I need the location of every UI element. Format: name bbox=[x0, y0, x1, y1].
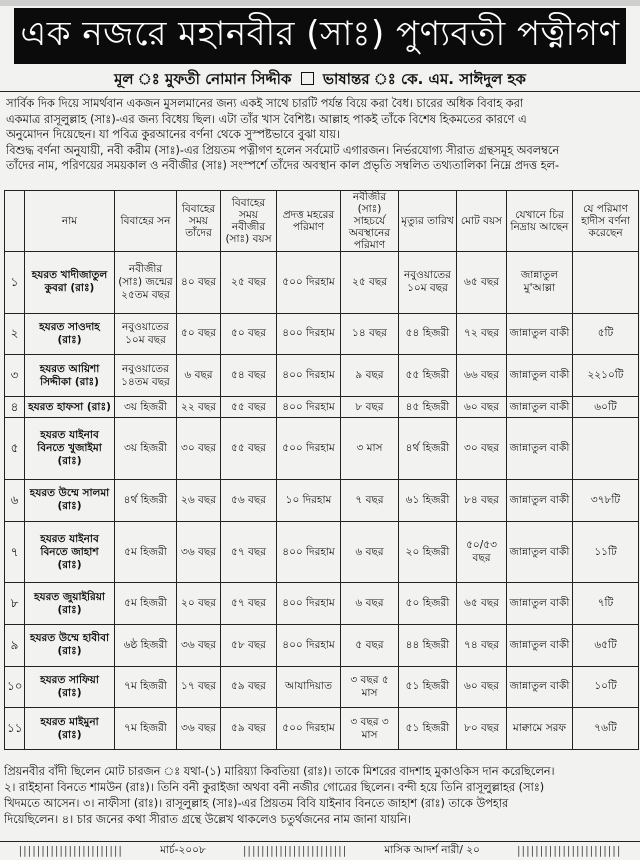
cell-companionship: ৭ বছর bbox=[341, 480, 399, 522]
cell-hadith-count bbox=[573, 252, 639, 314]
cell-name: হযরত মাইমুনা (রাঃ) bbox=[25, 708, 115, 750]
header-serial bbox=[5, 191, 25, 252]
cell-hadith-count: ৩৭৮টি bbox=[573, 480, 639, 522]
cell-hadith-count: ৭৬টি bbox=[573, 708, 639, 750]
table-row bbox=[5, 708, 639, 750]
cell-companionship: ৩ বছর ৫ মাস bbox=[341, 666, 399, 708]
cell-hadith-count: ৬৫টি bbox=[573, 625, 639, 667]
cell-death-date: ৫৫ হিজরী bbox=[399, 355, 457, 397]
author-credit: মূল ঃ মুফতী নোমান সিদ্দীক bbox=[114, 70, 292, 88]
table-row bbox=[5, 521, 639, 583]
cell-serial: ৯ bbox=[5, 625, 25, 667]
footnote-line: খিদমতে আসেন। ৩। নাফীসা (রাঃ)। রাসূলুল্লাহ (সাঃ)-এর প্রিয়তম বিবি যাইনাব বিনতে জাহাশ (রাঃ) তাকে উপহার bbox=[4, 797, 509, 810]
cell-death-date: ৫১ হিজরী bbox=[399, 708, 457, 750]
cell-total-age: ৫০/৫৩ বছর bbox=[457, 521, 507, 583]
footer-rule: ||||||||||||||||||||||| bbox=[18, 845, 123, 857]
cell-companionship: ৯ বছর bbox=[341, 355, 399, 397]
table-row bbox=[5, 418, 639, 480]
cell-hadith-count: ৫টি bbox=[573, 313, 639, 355]
header-name: নাম bbox=[25, 191, 115, 252]
cell-resting-place: জান্নাতুল বাকী bbox=[507, 480, 573, 522]
cell-resting-place: জান্নাতুল বাকী bbox=[507, 418, 573, 480]
cell-prophet-age: ৫০ বছর bbox=[221, 313, 277, 355]
cell-hadith-count: ১১টি bbox=[573, 521, 639, 583]
cell-prophet-age: ৫৭ বছর bbox=[221, 521, 277, 583]
cell-total-age: ৬০ বছর bbox=[457, 396, 507, 418]
cell-companionship: ২৫ বছর bbox=[341, 252, 399, 314]
footnote-line: দিয়েছিলেন। ৪। চার জনের কথা সীরাত গ্রন্থে উল্লেখ থাকলেও চতুর্থজনের নাম জানা যায়নি। bbox=[4, 813, 411, 826]
cell-marriage-year: ৪র্থ হিজরী bbox=[115, 480, 177, 522]
cell-name: হযরত জুয়াইরিয়া (রাঃ) bbox=[25, 583, 115, 625]
cell-marriage-year: ৬ষ্ঠ হিজরী bbox=[115, 625, 177, 667]
magazine-name: মাসিক আদর্শ নারী/ ২০ bbox=[384, 843, 480, 856]
cell-resting-place: জান্নাতুল বাকী bbox=[507, 625, 573, 667]
table-row bbox=[5, 252, 639, 314]
separator-square-icon bbox=[301, 72, 314, 85]
cell-mahr: ৫০০ দিরহাম bbox=[277, 708, 341, 750]
table-row bbox=[5, 396, 639, 418]
cell-resting-place: জান্নাতুল বাকী bbox=[507, 313, 573, 355]
cell-resting-place: জান্নাতুল বাকী bbox=[507, 355, 573, 397]
cell-mahr: ১০ দিরহাম bbox=[277, 480, 341, 522]
cell-marriage-year: ৭ম হিজরী bbox=[115, 708, 177, 750]
cell-marriage-year: ৫ম হিজরী bbox=[115, 521, 177, 583]
cell-companionship: ৬ বছর bbox=[341, 583, 399, 625]
header-companionship: নবীজীর (সাঃ) সাহচর্যে অবস্থানের পরিমাণ bbox=[341, 191, 399, 252]
table-header-row bbox=[5, 191, 639, 252]
cell-name: হযরত উম্মে সালমা (রাঃ) bbox=[25, 480, 115, 522]
cell-companionship: ৩ বছর ৩ মাস bbox=[341, 708, 399, 750]
cell-mahr: ৪০০ দিরহাম bbox=[277, 313, 341, 355]
cell-her-age: ৩৬ বছর bbox=[177, 521, 221, 583]
cell-mahr: ৪০০ দিরহাম bbox=[277, 583, 341, 625]
cell-her-age: ৬ বছর bbox=[177, 355, 221, 397]
cell-resting-place: জান্নাতুল বাকী bbox=[507, 583, 573, 625]
page-footer bbox=[0, 841, 640, 860]
table-row bbox=[5, 583, 639, 625]
cell-hadith-count: ৭টি bbox=[573, 583, 639, 625]
cell-serial: ২ bbox=[5, 313, 25, 355]
page-title: এক নজরে মহানবীর (সাঃ) পুণ্যবতী পত্নীগণ bbox=[14, 8, 626, 64]
footer-rule: ||||||||||||||||||||||| bbox=[242, 845, 348, 857]
cell-death-date: ৬১ হিজরী bbox=[399, 480, 457, 522]
intro-line: একমাত্র রাসূলুল্লাহ (সাঃ)-এর জন্য বিধেয় ছিল। এটা তাঁর খাস বৈশিষ্ট। আল্লাহ পাকই তাঁকে বিশেষ হিকমতের কারণে এ bbox=[6, 112, 527, 126]
intro-line: অনুমোদন দিয়েছেন। যা পবিত্র কুরআনের বর্ণনা থেকে সুস্পষ্টভাবে বুঝা যায়। bbox=[6, 128, 340, 141]
cell-her-age: ১৭ বছর bbox=[177, 666, 221, 708]
cell-name: হযরত যাইনাব বিনতে জাহাশ (রাঃ) bbox=[25, 521, 115, 583]
cell-marriage-year: ৭ম হিজরী bbox=[115, 666, 177, 708]
cell-marriage-year: ৫ম হিজরী bbox=[115, 583, 177, 625]
cell-marriage-year: ৩য় হিজরী bbox=[115, 396, 177, 418]
cell-resting-place: জান্নাতুল মু'আল্লা bbox=[507, 252, 573, 314]
cell-total-age: ৬৬ বছর bbox=[457, 355, 507, 397]
footnote bbox=[4, 764, 638, 828]
table-row bbox=[5, 480, 639, 522]
cell-total-age: ৬৫ বছর bbox=[457, 252, 507, 314]
cell-serial: ৫ bbox=[5, 418, 25, 480]
cell-marriage-year: নবীজীর (সাঃ) জন্মের ২৫তম বছর bbox=[115, 252, 177, 314]
cell-prophet-age: ৫৯ বছর bbox=[221, 666, 277, 708]
cell-resting-place: মাক্বামে সরফ bbox=[507, 708, 573, 750]
top-strip bbox=[0, 0, 640, 6]
header-resting-place: যেখানে চির নিদ্রায় আছেন bbox=[507, 191, 573, 252]
table-row bbox=[5, 355, 639, 397]
cell-prophet-age: ৫৯ বছর bbox=[221, 708, 277, 750]
cell-name: হযরত সাফিয়া (রাঃ) bbox=[25, 666, 115, 708]
byline bbox=[0, 68, 640, 93]
cell-serial: ৩ bbox=[5, 355, 25, 397]
cell-serial: ৭ bbox=[5, 521, 25, 583]
cell-mahr: ৪০০ দিরহাম bbox=[277, 396, 341, 418]
cell-death-date: ৪র্থ হিজরী bbox=[399, 418, 457, 480]
header-prophet-age: বিবাহের সময় নবীজীর (সাঃ) বয়স bbox=[221, 191, 277, 252]
cell-companionship: ৫ বছর bbox=[341, 625, 399, 667]
cell-resting-place: জান্নাতুল বাকী bbox=[507, 396, 573, 418]
cell-companionship: ১৪ বছর bbox=[341, 313, 399, 355]
cell-prophet-age: ৫৫ বছর bbox=[221, 396, 277, 418]
cell-hadith-count: ১০টি bbox=[573, 666, 639, 708]
cell-her-age: ৩০ বছর bbox=[177, 418, 221, 480]
cell-resting-place: জান্নাতুল বাকী bbox=[507, 666, 573, 708]
cell-name: হযরত খাদীজাতুল কুবরা (রাঃ) bbox=[25, 252, 115, 314]
intro-line: তাঁদের নাম, পরিণয়ের সময়কাল ও নবীজীর (সাঃ) সংস্পর্শে তাঁদের অবস্থান কাল প্রভৃতি সম্বলিত তথ্যতালিকা নিম্নে প্রদত্ত হল- bbox=[6, 159, 560, 172]
cell-her-age: ২০ বছর bbox=[177, 583, 221, 625]
cell-name: হযরত হাফসা (রাঃ) bbox=[25, 396, 115, 418]
table-row bbox=[5, 625, 639, 667]
footer-rule: ||||||||||||||||||||||| bbox=[517, 845, 622, 857]
cell-serial: ১১ bbox=[5, 708, 25, 750]
header-mahr: প্রদত্ত মহরের পরিমাণ bbox=[277, 191, 341, 252]
wives-table bbox=[4, 190, 639, 750]
cell-name: হযরত উম্মে হাবীবা (রাঃ) bbox=[25, 625, 115, 667]
cell-serial: ১ bbox=[5, 252, 25, 314]
cell-death-date: ৫১ হিজরী bbox=[399, 666, 457, 708]
footnote-line: ২। রাইহানা বিনতে শামউন (রাঃ)। তিনি বনী কুরাইজা অথবা বনী নজীর গোত্রের ছিলেন। বন্দী হয়ে তিনি রাসূলুল্লাহর (সাঃ) bbox=[4, 781, 545, 794]
cell-prophet-age: ৫৮ বছর bbox=[221, 625, 277, 667]
cell-name: হযরত আয়িশা সিদ্দীকা (রাঃ) bbox=[25, 355, 115, 397]
header-death-date: মৃত্যুর তারিখ bbox=[399, 191, 457, 252]
cell-her-age: ৩৬ বছর bbox=[177, 708, 221, 750]
header-her-age: বিবাহের সময় তাঁদের bbox=[177, 191, 221, 252]
cell-prophet-age: ৫৪ বছর bbox=[221, 355, 277, 397]
cell-her-age: ২২ বছর bbox=[177, 396, 221, 418]
cell-name: হযরত সাওদাহ (রাঃ) bbox=[25, 313, 115, 355]
cell-marriage-year: নবুওয়াতের ১৪তম বছর bbox=[115, 355, 177, 397]
header-marriage-year: বিবাহের সন bbox=[115, 191, 177, 252]
issue-date: মার্চ-২০০৮ bbox=[160, 843, 206, 856]
cell-death-date: ২০ হিজরী bbox=[399, 521, 457, 583]
intro-paragraph bbox=[6, 96, 638, 174]
cell-prophet-age: ২৫ বছর bbox=[221, 252, 277, 314]
cell-serial: ৬ bbox=[5, 480, 25, 522]
cell-companionship: ৮ বছর bbox=[341, 396, 399, 418]
translator-credit: ভাষান্তর ঃ কে. এম. সাঈদুল হক bbox=[322, 70, 526, 88]
cell-mahr: ৪০০ দিরহাম bbox=[277, 625, 341, 667]
cell-total-age: ৩০ বছর bbox=[457, 418, 507, 480]
cell-mahr: ৪০০ দিরহাম bbox=[277, 355, 341, 397]
cell-prophet-age: ৫৭ বছর bbox=[221, 583, 277, 625]
cell-her-age: ৫০ বছর bbox=[177, 313, 221, 355]
cell-death-date: ৫৪ হিজরী bbox=[399, 313, 457, 355]
cell-mahr: ৪০০ দিরহাম bbox=[277, 521, 341, 583]
cell-hadith-count: ২২১০টি bbox=[573, 355, 639, 397]
cell-marriage-year: ৩য় হিজরী bbox=[115, 418, 177, 480]
cell-her-age: ২৬ বছর bbox=[177, 480, 221, 522]
cell-companionship: ৬ বছর bbox=[341, 521, 399, 583]
intro-line: সার্বিক দিক দিয়ে সামর্থবান একজন মুসলমানের জন্য একই সাথে চারটি পর্যন্ত বিয়ে করা বৈধ। চারের অধিক বিবাহ করা bbox=[6, 97, 524, 110]
header-total-age: মোট বয়স bbox=[457, 191, 507, 252]
cell-companionship: ৩ মাস bbox=[341, 418, 399, 480]
cell-mahr: ৫০০ দিরহাম bbox=[277, 418, 341, 480]
cell-prophet-age: ৫৫ বছর bbox=[221, 418, 277, 480]
cell-serial: ৪ bbox=[5, 396, 25, 418]
cell-resting-place: জান্নাতুল বাকী bbox=[507, 521, 573, 583]
table-row bbox=[5, 313, 639, 355]
cell-prophet-age: ৫৬ বছর bbox=[221, 480, 277, 522]
table-row bbox=[5, 666, 639, 708]
cell-serial: ৮ bbox=[5, 583, 25, 625]
cell-total-age: ৮৪ বছর bbox=[457, 480, 507, 522]
cell-death-date: ৪৫ হিজরী bbox=[399, 396, 457, 418]
cell-death-date: নবুওয়াতের ১০ম বছর bbox=[399, 252, 457, 314]
cell-total-age: ৮০ বছর bbox=[457, 708, 507, 750]
cell-death-date: ৪৪ হিজরী bbox=[399, 625, 457, 667]
cell-mahr: ৫০০ দিরহাম bbox=[277, 252, 341, 314]
cell-mahr: আযাদিয়াত bbox=[277, 666, 341, 708]
cell-serial: ১০ bbox=[5, 666, 25, 708]
divider bbox=[0, 91, 640, 92]
footnote-line: প্রিয়নবীর বাঁদী ছিলেন মোট চারজন ঃ যথা-(১) মারিয়্যা কিবতিয়া (রাঃ)। তাকে মিশরের বাদশাহ মুকাওকিস দান করেছিলেন। bbox=[4, 765, 555, 778]
cell-marriage-year: নবুওয়াতের ১০ম বছর bbox=[115, 313, 177, 355]
cell-total-age: ৬৫ বছর bbox=[457, 583, 507, 625]
cell-total-age: ৬০ বছর bbox=[457, 666, 507, 708]
cell-hadith-count: ৬০টি bbox=[573, 396, 639, 418]
cell-death-date: ৫০ হিজরী bbox=[399, 583, 457, 625]
header-hadith-count: যে পরিমাণ হাদীস বর্ণনা করেছেন bbox=[573, 191, 639, 252]
cell-hadith-count bbox=[573, 418, 639, 480]
cell-total-age: ৭২ বছর bbox=[457, 313, 507, 355]
cell-her-age: ৩৬ বছর bbox=[177, 625, 221, 667]
cell-total-age: ৭৪ বছর bbox=[457, 625, 507, 667]
cell-her-age: ৪০ বছর bbox=[177, 252, 221, 314]
cell-name: হযরত যাইনাব বিনতে খুজাইমা (রাঃ) bbox=[25, 418, 115, 480]
intro-line: বিশুদ্ধ বর্ণনা অনুযায়ী, নবী করীম (সাঃ)-এর প্রিয়তম পত্নীগণ হলেন সর্বমোট এগারজন। নির্ভরযোগ্য সীরাত গ্রন্থসমূহ অবলম্বনে bbox=[6, 143, 560, 157]
